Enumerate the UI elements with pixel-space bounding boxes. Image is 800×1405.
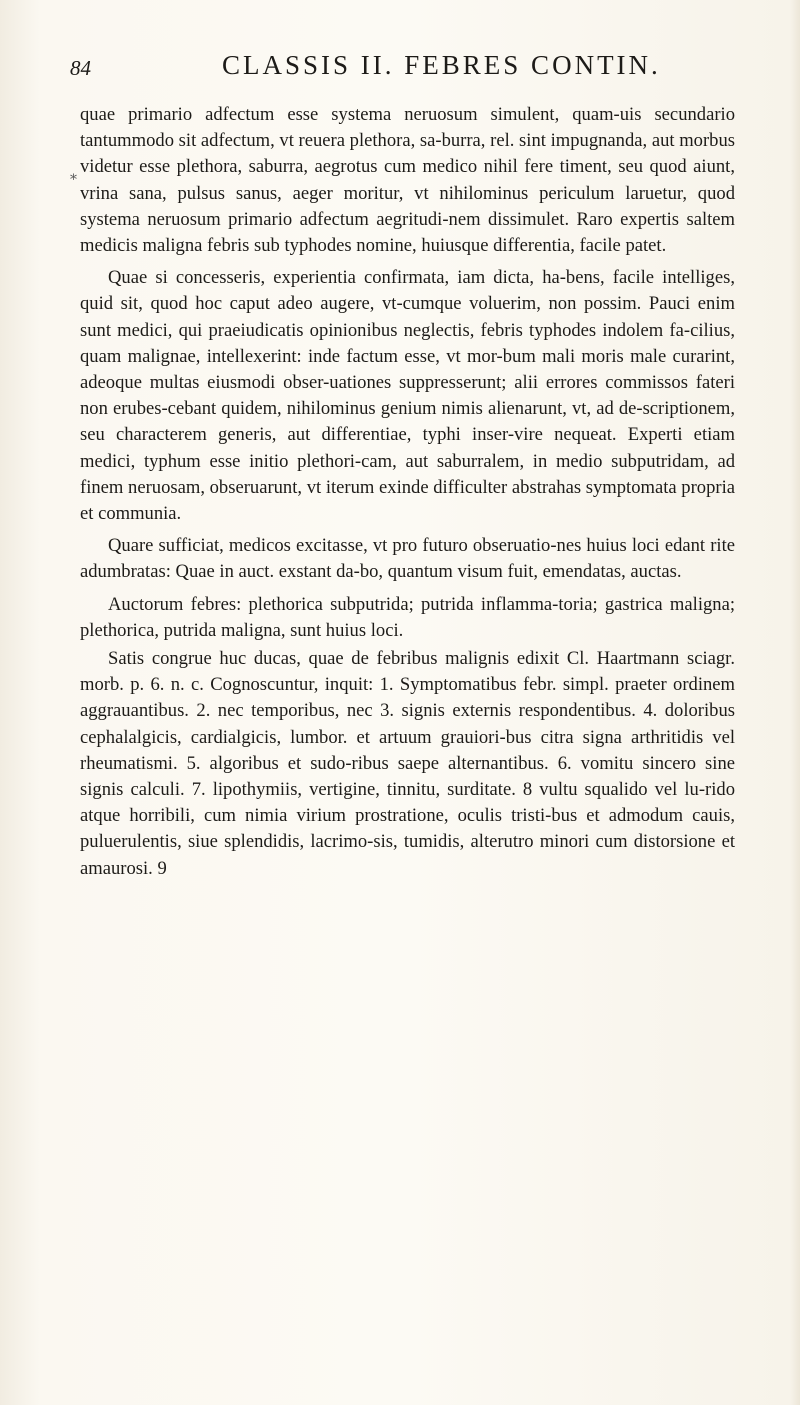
paragraph-4: Auctorum febres: plethorica subputrida; putrida inflamma-toria; gastrica maligna; plethorica, putrida maligna, sunt huius loci.: [80, 593, 735, 641]
page-number: 84: [70, 56, 91, 80]
paragraph-2: Quae si concesseris, experientia confirmata, iam dicta, ha-bens, facile intelliges, quid sit, quod hoc caput adeo augere, vt-cumque voluerim, non possim. Pauci enim sunt medici, qui praeiudicatis opinionibus neglectis, febris typhodes indolem fa-cilius, quam malignae, intellexerint: inde factum esse, vt mor-bum mali moris male curarint, adeoque multas eiusmodi obser-uationes suppresserunt; alii errores commissos fateri non erubes-cebant quidem, nihilominus genium nimis alienarunt, vt, ad de-scriptionem, seu characterem generis, aut differentiae, typhi inser-vire nequeat. Experti etiam medici, typhum esse initio plethori-cam, aut saburralem, in medio subputridam, ad finem neruosam, obseruarunt, vt iterum exinde difficulter abstrahas symptomata propria et communia.: [80, 267, 735, 525]
margin-asterisk-icon: *: [70, 172, 77, 188]
body-text: [80, 102, 735, 888]
paragraph-5: Satis congrue huc ducas, quae de febribus malignis edixit Cl. Haartmann sciagr. morb. p. 6. n. c. Cognoscuntur, inquit: 1. Symptomatibus febr. simpl. praeter ordinem aggrauantibus. 2. nec temporibus, nec 3. signis externis respondentibus. 4. doloribus cephalalgicis, cardialgicis, lumbor. et artuum grauiori-bus citra signa arthritidis vel rheumatismi. 5. algoribus et sudo-ribus saepe alternantibus. 6. vomitu sincero sine signis calculi. 7. lipothymiis, vertigine, tinnitu, surditate. 8 vultu squalido vel lu-rido atque horribili, cum nimia virium prostratione, oculis tristi-bus et admodum cauis, puluerulentis, siue splendidis, lacrimo-sis, tumidis, alterutro minori cum distorsione et amaurosi. 9: [80, 648, 735, 879]
paragraph-3: Quare sufficiat, medicos excitasse, vt pro futuro obseruatio-nes huius loci edant rite adumbratas: Quae in auct. exstant da-bo, quantum visum fuit, emendatas, auctas.: [80, 535, 735, 583]
running-head: CLASSIS II. FEBRES CONTIN.: [222, 50, 661, 80]
page-header: [70, 50, 730, 90]
paragraph-1: quae primario adfectum esse systema neruosum simulent, quam-uis secundario tantummodo sit adfectum, vt reuera plethora, sa-burra, rel. sint impugnanda, aut morbus videtur esse plethora, saburra, aegrotus cum medico nihil fere timent, seu quod aiunt, vrina sana, pulsus sanus, aeger moritur, vt nihilominus periculum laruetur, quod systema neruosum primario adfectum aegritudi-nem dissimulet. Raro expertis saltem medicis maligna febris sub typhodes nomine, huiusque differentia, facile patet.: [80, 104, 735, 257]
